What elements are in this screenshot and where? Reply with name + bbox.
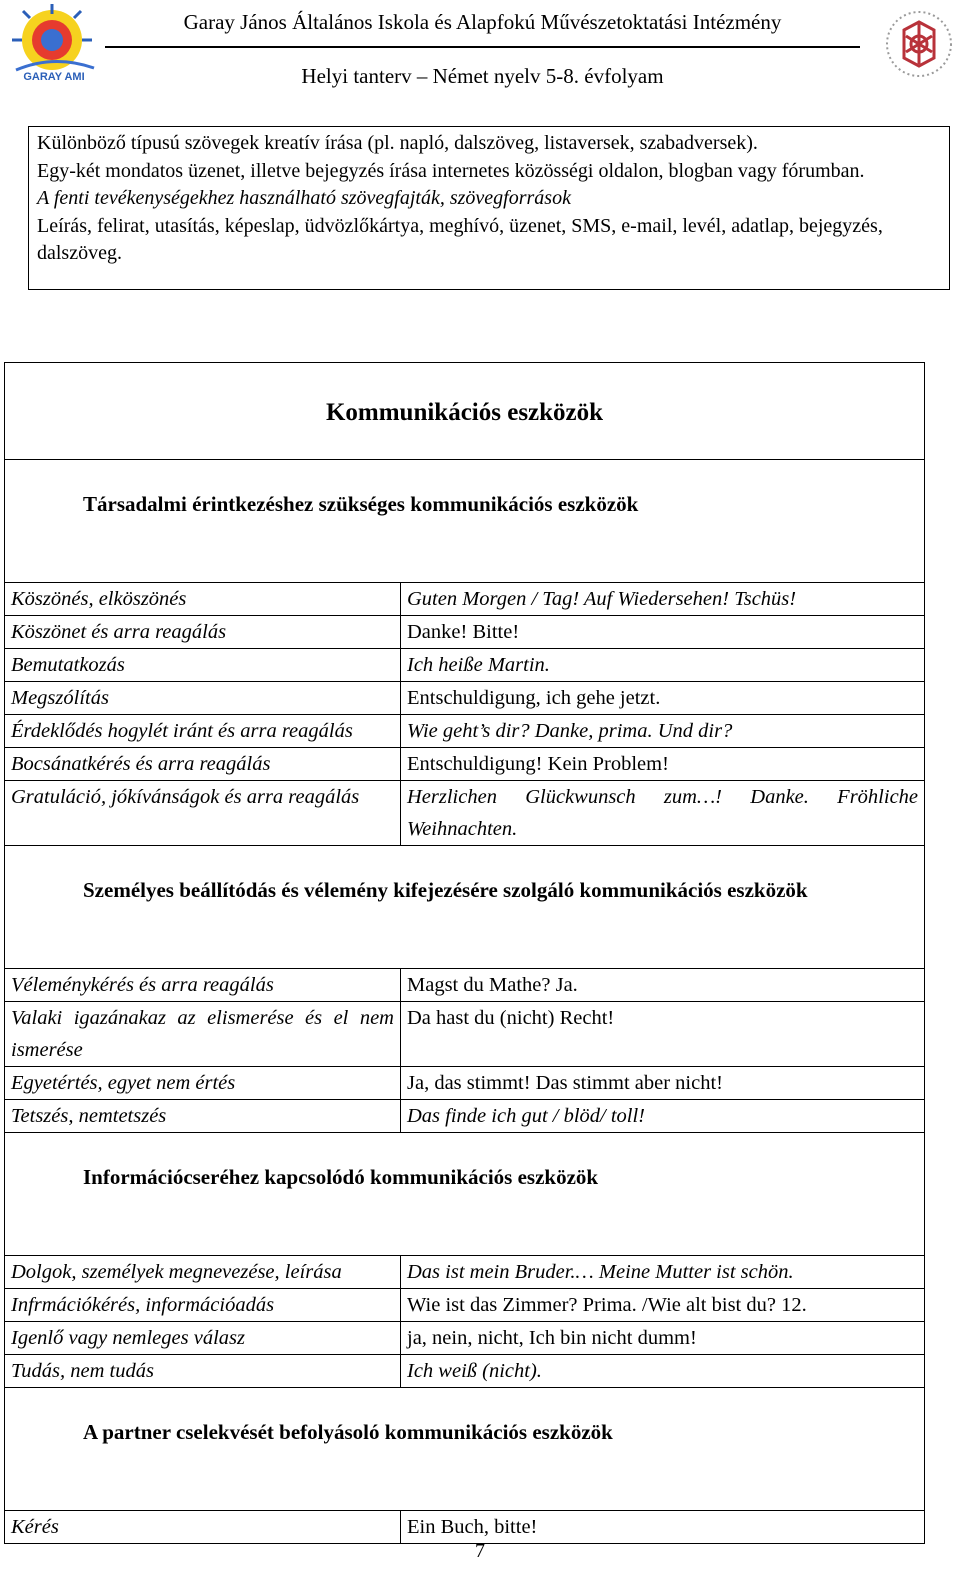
svg-text:GARAY AMI: GARAY AMI xyxy=(23,71,85,83)
table-row xyxy=(5,1256,925,1289)
example-cell: Wie ist das Zimmer? Prima. /Wie alt bist du? 12. xyxy=(401,1289,925,1322)
intro-line: Különböző típusú szövegek kreatív írása (pl. napló, dalszöveg, listaversek, szabadversek). xyxy=(37,132,758,154)
example-cell: Wie geht’s dir? Danke, prima. Und dir? xyxy=(401,715,925,748)
function-cell: Bemutatkozás xyxy=(5,649,401,682)
function-cell: Tudás, nem tudás xyxy=(5,1355,401,1388)
section-heading: Társadalmi érintkezéshez szükséges kommunikációs eszközök xyxy=(5,460,925,583)
table-row xyxy=(5,649,925,682)
intro-text-box xyxy=(28,126,950,290)
section-heading-row xyxy=(5,1133,925,1256)
function-cell: Köszönet és arra reagálás xyxy=(5,616,401,649)
table-row xyxy=(5,969,925,1002)
table-row xyxy=(5,616,925,649)
function-cell: Érdeklődés hogylét iránt és arra reagálás xyxy=(5,715,401,748)
function-cell: Igenlő vagy nemleges válasz xyxy=(5,1322,401,1355)
table-row xyxy=(5,1002,925,1067)
function-cell: Gratuláció, jókívánságok és arra reagálás xyxy=(5,781,401,846)
function-cell: Megszólítás xyxy=(5,682,401,715)
example-cell: Entschuldigung, ich gehe jetzt. xyxy=(401,682,925,715)
table-row xyxy=(5,1100,925,1133)
function-cell: Dolgok, személyek megnevezése, leírása xyxy=(5,1256,401,1289)
table-row xyxy=(5,715,925,748)
document-subtitle: Helyi tanterv – Német nyelv 5-8. évfolyam xyxy=(301,64,664,88)
example-cell: Danke! Bitte! xyxy=(401,616,925,649)
table-row xyxy=(5,1289,925,1322)
table-row xyxy=(5,1322,925,1355)
section-heading-row xyxy=(5,846,925,969)
example-cell: Da hast du (nicht) Recht! xyxy=(401,1002,925,1067)
intro-line: Egy-két mondatos üzenet, illetve bejegyzés írása internetes közösségi oldalon, blogban vagy fórumban. xyxy=(37,159,865,182)
table-row xyxy=(5,1067,925,1100)
function-cell: Köszönés, elköszönés xyxy=(5,583,401,616)
section-heading: Személyes beállítódás és vélemény kifejezésére szolgáló kommunikációs eszközök xyxy=(5,846,925,969)
example-cell: Ja, das stimmt! Das stimmt aber nicht! xyxy=(401,1067,925,1100)
header-divider xyxy=(105,46,860,48)
example-cell: Ein Buch, bitte! xyxy=(401,1511,925,1544)
example-cell: Herzlichen Glückwunsch zum…! Danke. Fröhliche Weihnachten. xyxy=(401,781,925,846)
section-heading: Információcseréhez kapcsolódó kommunikációs eszközök xyxy=(5,1133,925,1256)
intro-line: Leírás, felirat, utasítás, képeslap, üdvözlőkártya, meghívó, üzenet, SMS, e-mail, levél, adatlap, bejegyzés, dalszöveg. xyxy=(37,214,883,264)
table-row xyxy=(5,682,925,715)
page-header xyxy=(0,0,960,100)
communication-tools-table xyxy=(4,362,925,1544)
emblem-icon xyxy=(884,8,954,80)
example-cell: Das ist mein Bruder.… Meine Mutter ist schön. xyxy=(401,1256,925,1289)
function-cell: Tetszés, nemtetszés xyxy=(5,1100,401,1133)
example-cell: Magst du Mathe? Ja. xyxy=(401,969,925,1002)
table-row xyxy=(5,748,925,781)
example-cell: Das finde ich gut / blöd/ toll! xyxy=(401,1100,925,1133)
section-heading-row xyxy=(5,1388,925,1511)
school-name: Garay János Általános Iskola és Alapfokú Művészetoktatási Intézmény xyxy=(183,10,782,34)
table-row xyxy=(5,1511,925,1544)
function-cell: Egyetértés, egyet nem értés xyxy=(5,1067,401,1100)
example-cell: Ich weiß (nicht). xyxy=(401,1355,925,1388)
table-row xyxy=(5,1355,925,1388)
function-cell: Valaki igazánakaz az elismerése és el nem ismerése xyxy=(5,1002,401,1067)
function-cell: Bocsánatkérés és arra reagálás xyxy=(5,748,401,781)
section-heading-row xyxy=(5,460,925,583)
function-cell: Kérés xyxy=(5,1511,401,1544)
intro-heading: A fenti tevékenységekhez használható szövegfajták, szövegforrások xyxy=(37,187,571,209)
function-cell: Infrmációkérés, információadás xyxy=(5,1289,401,1322)
section-heading: A partner cselekvését befolyásoló kommunikációs eszközök xyxy=(5,1388,925,1511)
page-number: 7 xyxy=(475,1540,485,1562)
table-title-row xyxy=(5,363,925,460)
example-cell: ja, nein, nicht, Ich bin nicht dumm! xyxy=(401,1322,925,1355)
example-cell: Entschuldigung! Kein Problem! xyxy=(401,748,925,781)
school-logo-icon xyxy=(10,4,98,84)
table-row xyxy=(5,781,925,846)
function-cell: Véleménykérés és arra reagálás xyxy=(5,969,401,1002)
table-title: Kommunikációs eszközök xyxy=(5,363,925,460)
example-cell: Guten Morgen / Tag! Auf Wiedersehen! Tschüs! xyxy=(401,583,925,616)
table-row xyxy=(5,583,925,616)
example-cell: Ich heiße Martin. xyxy=(401,649,925,682)
